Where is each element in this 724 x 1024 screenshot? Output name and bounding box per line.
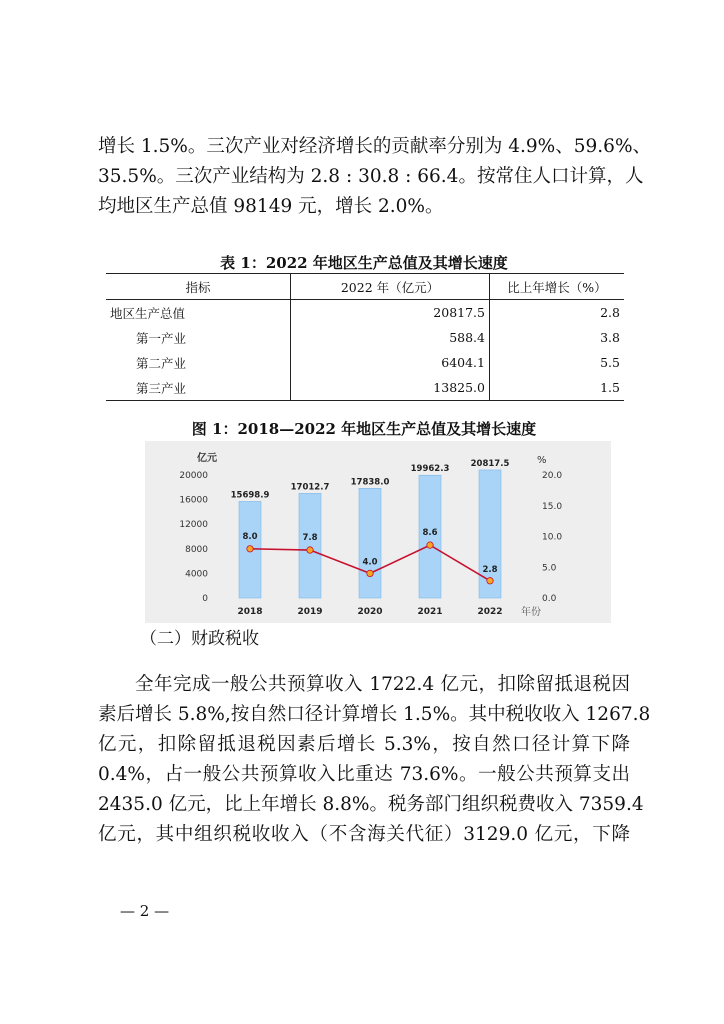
paragraph-gdp-summary <box>98 132 652 222</box>
x-axis-label: 年份 <box>521 607 541 618</box>
x-tick-label: 2019 <box>297 607 323 617</box>
table-title: 表 1：2022 年地区生产总值及其增长速度 <box>220 254 508 272</box>
section-heading: （二）财政税收 <box>140 629 259 649</box>
left-tick-label: 16000 <box>179 495 208 506</box>
growth-value-label: 8.0 <box>242 531 258 542</box>
growth-value-label: 4.0 <box>362 557 378 568</box>
text-line: 35.5%。三次产业结构为 2.8 : 30.8 : 66.4。按常住人口计算，人 <box>98 166 644 187</box>
row-growth: 2.8 <box>600 305 620 320</box>
left-axis-unit: 亿元 <box>197 453 217 464</box>
growth-point-2021 <box>427 542 433 548</box>
right-tick-label: 0.0 <box>542 594 557 604</box>
chart-title: 图 1：2018—2022 年地区生产总值及其增长速度 <box>191 420 537 438</box>
growth-value-label: 7.8 <box>302 533 318 544</box>
bar-2019 <box>299 493 321 598</box>
x-tick-label: 2018 <box>237 607 263 617</box>
header-value: 2022 年（亿元） <box>291 274 490 300</box>
table-row <box>106 375 624 401</box>
row-value: 6404.1 <box>291 350 490 375</box>
table-header-row <box>106 274 624 300</box>
right-tick-label: 15.0 <box>542 501 563 512</box>
row-indicator: 地区生产总值 <box>110 305 186 321</box>
table-row <box>106 350 624 375</box>
growth-value-label: 8.6 <box>422 528 438 539</box>
text-line: 增长 1.5%。三次产业对经济增长的贡献率分别为 4.9%、59.6%、 <box>98 136 652 157</box>
x-tick-label: 2021 <box>417 607 443 617</box>
x-tick-label: 2022 <box>477 607 503 617</box>
right-axis-unit: % <box>537 455 547 466</box>
gdp-table <box>106 273 624 401</box>
growth-value-label: 2.8 <box>482 564 498 575</box>
growth-point-2022 <box>487 578 493 584</box>
bar-2020 <box>359 488 381 598</box>
table-row <box>106 300 624 326</box>
paragraph-fiscal <box>98 670 651 850</box>
x-tick-label: 2020 <box>357 607 383 617</box>
growth-point-2020 <box>367 570 373 576</box>
text-line: 亿元，扣除留抵退税因素后增长 5.3%，按自然口径计算下降 <box>98 734 630 755</box>
right-tick-label: 20.0 <box>542 471 563 481</box>
header-indicator: 指标 <box>106 274 291 300</box>
gdp-chart <box>145 441 611 623</box>
header-growth: 比上年增长（%） <box>490 274 625 300</box>
bar-value-label: 15698.9 <box>230 490 270 501</box>
left-tick-label: 20000 <box>179 471 208 481</box>
growth-point-2018 <box>247 546 253 552</box>
right-tick-label: 10.0 <box>542 532 563 543</box>
row-indicator: 第三产业 <box>106 375 291 401</box>
bar-value-label: 17012.7 <box>290 482 330 493</box>
table-row <box>106 325 624 350</box>
left-tick-label: 4000 <box>185 569 208 580</box>
row-value: 13825.0 <box>291 375 490 401</box>
text-line: 均地区生产总值 98149 元，增长 2.0%。 <box>98 196 444 217</box>
row-growth: 1.5 <box>490 375 625 401</box>
page-number: — 2 — <box>120 902 170 920</box>
left-tick-label: 0 <box>202 594 208 604</box>
text-line: 2435.0 亿元，比上年增长 8.8%。税务部门组织税费收入 7359.4 <box>98 794 644 815</box>
text-line: 全年完成一般公共预算收入 1722.4 亿元，扣除留抵退税因 <box>135 674 630 695</box>
right-tick-label: 5.0 <box>542 563 557 574</box>
row-indicator: 第二产业 <box>136 355 187 371</box>
bar-value-label: 17838.0 <box>350 477 390 488</box>
row-value: 20817.5 <box>291 300 490 326</box>
gdp-chart-svg <box>145 441 611 623</box>
bar-value-label: 19962.3 <box>410 464 450 475</box>
text-line: 亿元，其中组织税收收入（不含海关代征）3129.0 亿元，下降 <box>98 824 630 845</box>
row-indicator: 第一产业 <box>136 330 187 346</box>
text-line: 素后增长 5.8%,按自然口径计算增长 1.5%。其中税收收入 1267.8 <box>98 704 651 725</box>
row-growth: 5.5 <box>600 355 620 370</box>
text-line: 0.4%，占一般公共预算收入比重达 73.6%。一般公共预算支出 <box>98 764 630 785</box>
growth-point-2019 <box>307 547 313 553</box>
left-tick-label: 12000 <box>179 520 208 531</box>
row-growth: 3.8 <box>600 330 620 345</box>
row-value: 588.4 <box>291 325 490 350</box>
left-tick-label: 8000 <box>185 544 208 555</box>
bar-value-label: 20817.5 <box>470 458 510 469</box>
